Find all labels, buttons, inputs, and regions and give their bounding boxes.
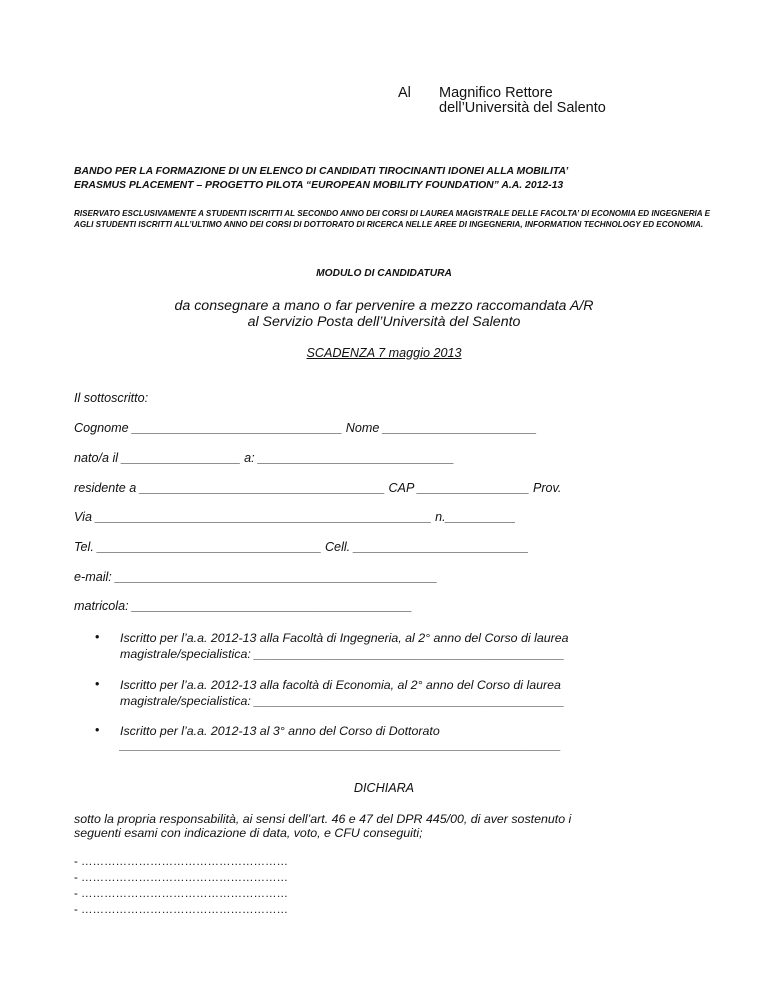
email-field[interactable]: e-mail: ______________________________________________	[74, 570, 438, 584]
economics-enrollment-line-2[interactable]: magistrale/specialistica: _____________________________________________	[120, 694, 565, 708]
bullet-marker: •	[95, 723, 100, 737]
street-field[interactable]: Via ________________________________________________ n.__________	[74, 510, 516, 524]
phone-field[interactable]: Tel. ________________________________ Cell. _________________________	[74, 540, 529, 554]
bullet-marker: •	[95, 677, 100, 691]
exam-entry-line[interactable]: - ………………………………………………	[74, 872, 289, 884]
delivery-line-1: da consegnare a mano o far pervenire a mezzo raccomandata A/R	[174, 298, 594, 314]
exam-entry-line[interactable]: - ………………………………………………	[74, 888, 289, 900]
addressee-line-2: dell’Università del Salento	[439, 100, 606, 116]
addressee-prefix: Al	[398, 85, 411, 101]
declaration-text-line-1: sotto la propria responsabilità, ai sensi dell’art. 46 e 47 del DPR 445/00, di aver sostenuto i	[74, 812, 572, 826]
exam-entry-line[interactable]: - ………………………………………………	[74, 856, 289, 868]
addressee-line-1: Magnifico Rettore	[439, 85, 553, 101]
eligibility-note: RISERVATO ESCLUSIVAMENTE A STUDENTI ISCRITTI AL SECONDO ANNO DEI CORSI DI LAUREA MAGISTRALE DELLE FACOLTA’ DI ECONOMIA ED INGEGNERIA E AGLI STUDENTI ISCRITTI ALL’ULTIMO ANNO DEI CORSI DI DOTTORATO DI RICERCA NELLE AREE DI INGEGNERIA, INFORMATION TECHNOLOGY ED ECONOMIA.	[74, 209, 710, 229]
form-title: MODULO DI CANDIDATURA	[316, 268, 452, 279]
declaration-heading: DICHIARA	[353, 781, 415, 795]
deadline	[0, 346, 768, 360]
surname-name-field[interactable]: Cognome ______________________________ Nome ______________________	[74, 421, 537, 435]
economics-enrollment-line-1: Iscritto per l’a.a. 2012-13 alla facoltà di Economia, al 2° anno del Corso di laurea	[120, 678, 561, 692]
declaration-text-line-2: seguenti esami con indicazione di data, voto, e CFU conseguiti;	[74, 826, 423, 840]
bando-title-line-1: BANDO PER LA FORMAZIONE DI UN ELENCO DI CANDIDATI TIROCINANTI IDONEI ALLA MOBILITA’	[74, 166, 569, 177]
student-id-field[interactable]: matricola: ________________________________________	[74, 599, 413, 613]
engineering-enrollment-line-1: Iscritto per l’a.a. 2012-13 alla Facoltà di Ingegneria, al 2° anno del Corso di laurea	[120, 631, 569, 645]
engineering-enrollment-line-2[interactable]: magistrale/specialistica: _____________________________________________	[120, 647, 565, 661]
bullet-marker: •	[95, 630, 100, 644]
doctorate-enrollment-line-1: Iscritto per l’a.a. 2012-13 al 3° anno del Corso di Dottorato	[120, 724, 440, 738]
doctorate-enrollment-line-2[interactable]: ________________________________________________________________	[120, 738, 562, 752]
exam-entry-line[interactable]: - ………………………………………………	[74, 904, 289, 916]
residence-field[interactable]: residente a ___________________________________ CAP ________________ Prov.	[74, 481, 562, 495]
subscriber-label: Il sottoscritto:	[74, 391, 149, 405]
deadline-text: SCADENZA 7 maggio 2013	[306, 346, 462, 360]
delivery-line-2: al Servizio Posta dell’Università del Salento	[247, 314, 521, 330]
bando-title-line-2: ERASMUS PLACEMENT – PROGETTO PILOTA “EUROPEAN MOBILITY FOUNDATION” A.A. 2012-13	[74, 180, 564, 191]
birth-field[interactable]: nato/a il _________________ a: ____________________________	[74, 451, 455, 465]
